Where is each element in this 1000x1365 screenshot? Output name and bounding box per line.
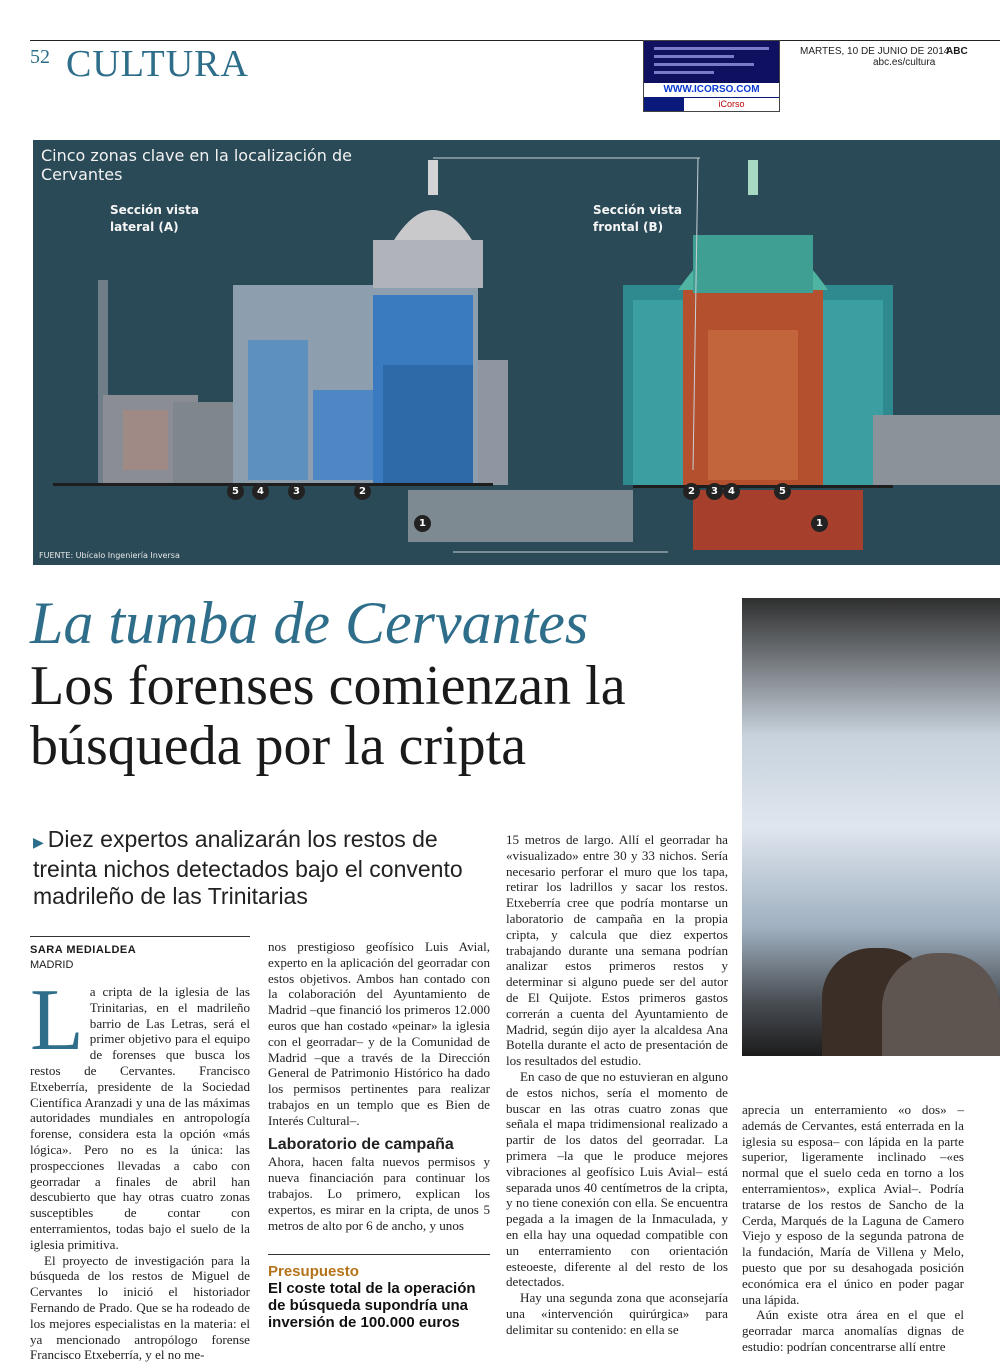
box-text: El coste total de la operación de búsqueda supondría una inversión de 100.000 euros [268,1280,476,1331]
issue-date: MARTES, 10 DE JUNIO DE 2014 [800,46,950,57]
zone-marker-a-1: 1 [414,515,431,532]
article-headline: Los forenses comienzan la búsqueda por la cripta [30,655,626,777]
zone-marker-a-3: 3 [288,483,305,500]
section-url[interactable]: abc.es/cultura [873,57,936,68]
column-1 [30,972,250,1363]
box-label: Presupuesto [268,1263,359,1280]
budget-box [268,1254,490,1331]
person-right [882,953,1000,1056]
section-title: CULTURA [66,43,249,85]
church-cross-section-graphic [33,140,1000,565]
zone-marker-b-5: 5 [774,483,791,500]
paragraph: Aún existe otra área en el que el georradar marca anomalías dignas de estudio: podrían concentrarse allí entre [742,1307,964,1354]
column-2 [268,939,490,1233]
ad-screenshot [644,41,779,83]
paragraph: aprecia un enterramiento «o dos» –además de Cervantes, está enterrada en la iglesia su esposa– con lápida en la parte superior, ligeramente inclinado –«es normal que el suelo ceda en torno a los enterramientos», explica Avial–. Podría tratarse de los restos de Sancho de la Cerda, Marqués de la Laguna de Camero Viejo y esposo de la segunda patrona de la fundación, María de Villena y Melo, puesto que por su desahogada posición económica era el único en poder pagar una lápida. [742,1102,964,1307]
deck-text: Diez expertos analizarán los restos de treinta nichos detectados bajo el convento madrileño de las Trinitarias [33,826,463,909]
header-rule [30,40,1000,41]
press-conference-photo [742,598,1000,1056]
author: SARA MEDIALDEA [30,944,137,956]
section-a-label: Sección vista lateral (A) [110,203,199,234]
zone-marker-a-2: 2 [354,483,371,500]
paragraph: nos prestigioso geofísico Luis Avial, experto en la aplicación del georradar con estos objetivos. Ambos han contado con la colaboración del Ayuntamiento de Madrid –que financió los primeros 12.000 euros que han costado «peinar» la iglesia con el georradar– y de la Comunidad de Madrid –que a través de la Dirección General de Patrimonio Histórico ha dado los permisos pertinentes para realizar trabajos en un templo que es Bien de Interés Cultural–. [268,939,490,1128]
section-b-label: Sección vista frontal (B) [593,203,682,234]
arrow-icon: ▶ [33,834,44,850]
dateline: MADRID [30,959,74,971]
article-kicker: La tumba de Cervantes [30,590,589,656]
paragraph: Ahora, hacen falta nuevos permisos y nueva financiación para continuar los trabajos. Lo primero, explican los expertos, es mirar en la cripta, de unos 5 metros de alto por 6 de ancho, y unos [268,1154,490,1233]
graphic-title: Cinco zonas clave en la localización de Cervantes [41,146,353,184]
paragraph: El proyecto de investigación para la búsqueda de los restos de Miguel de Cervantes lo inició el historiador Fernando de Prado. Que se ha rodeado de los mejores especialistas en la materia: el ya mencionado antropólogo forense Francisco Etxeberría, y el no me- [30,1252,250,1363]
zone-marker-a-5: 5 [227,483,244,500]
column-4 [742,1102,964,1355]
subheading: Laboratorio de campaña [268,1135,454,1153]
zone-marker-a-4: 4 [252,483,269,500]
paragraph: Hay una segunda zona que aconsejaría una «intervención quirúrgica» para delimitar su contenido: en ella se [506,1290,728,1337]
brand-name: ABC [946,46,968,57]
page-number: 52 [30,46,50,68]
advertisement[interactable] [643,40,780,112]
byline [30,936,250,973]
ad-url[interactable]: WWW.ICORSO.COM [644,83,779,97]
zone-marker-b-2: 2 [683,483,700,500]
article-deck [33,826,493,910]
zone-marker-b-4: 4 [723,483,740,500]
drop-cap: L [30,972,84,1069]
ad-logo: iCorso [684,98,779,111]
paragraph: 15 metros de largo. Allí el georradar ha «visualizado» entre 30 y 33 nichos. Sería necesario perforar el muro que los tapa, retirar los ladrillos y sacar los restos. Etxeberría cree que podría montarse un laboratorio de campaña en la propia cripta, y calcula que diez expertos trabajando durante una semana podrían analizar estos primeros restos y determinar si alguno puede ser del autor de El Quijote. Estos primeros gastos correrán a cuenta del Ayuntamiento de Madrid, según dijo ayer la alcaldesa Ana Botella durante el acto de presentación de los resultados del estudio. [506,832,728,1069]
column-3 [506,832,728,1338]
paragraph: En caso de que no estuvieran en alguno de estos nichos, sería el momento de buscar en las otras cuatro zonas que señala el mapa tridimensional realizado a partir de los datos del georradar. La primera –la que le produce mejores vibraciones al geofísico Luis Avial– está separada unos 40 centímetros de la cripta, y no tiene conexión con ella. Se encuentra pegada a la imagen de la Inmaculada, y en ella hay una oquedad compatible con un enterramiento con orientación esteoeste, diferente al del resto de los detectados. [506,1068,728,1290]
zone-marker-b-3: 3 [706,483,723,500]
graphic-source: FUENTE: Ubícalo Ingeniería Inversa [39,551,180,560]
zone-marker-b-1: 1 [811,515,828,532]
paragraph: a cripta de la iglesia de las Trinitarias, en el madrileño barrio de Las Letras, será el primer objetivo para el equipo de forenses que busca los restos de Cervantes. Francisco Etxeberría, presidente de la Sociedad Científica Aranzadi y una de las máximas autoridades mundiales en antropología forense, considera esta la opción «más lógica». Pero no es la única: las prospecciones llevadas a cabo con georradar a finales de abril han descubierto que hay otras cuatro zonas susceptibles de contar con enterramientos, todas bajo el suelo de la iglesia primitiva. [30,984,250,1252]
